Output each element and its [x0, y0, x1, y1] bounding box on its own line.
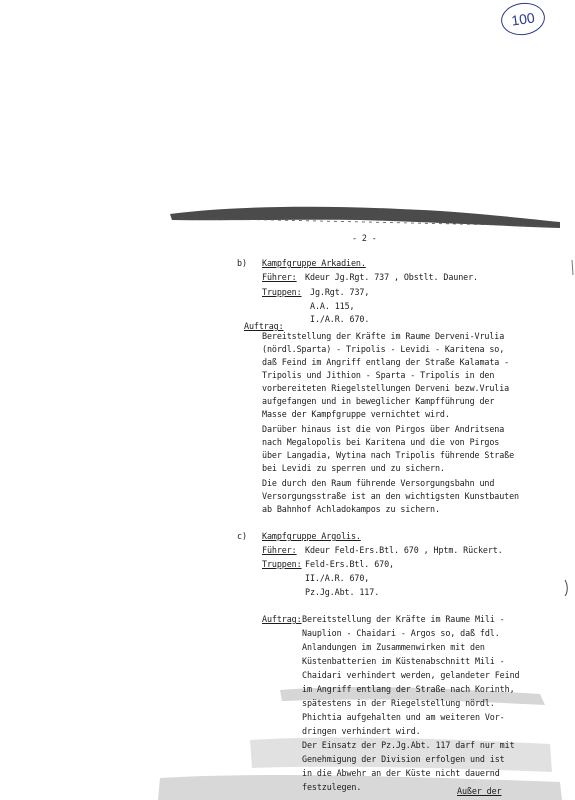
section-b-task-line: Die durch den Raum führende Versorgungsbahn und — [262, 478, 495, 488]
section-c-task-line: festzulegen. — [302, 782, 362, 792]
section-b-task-line: vorbereiteten Riegelstellungen Derveni bezw.Vrulia — [262, 383, 510, 393]
page-number-stamp: 100 — [499, 0, 547, 38]
section-c-task-line: Chaidari verhindert werden, gelandeter Feind — [302, 670, 520, 680]
section-c-troops-label: Truppen: — [262, 559, 302, 569]
section-c-task-label: Auftrag: — [262, 614, 302, 624]
section-b-task-label: Auftrag: — [244, 321, 284, 331]
section-c-task-line: im Angriff entlang der Straße nach Korinth, — [302, 684, 515, 694]
section-b-task-line: über Langadia, Wytina nach Tripolis führende Straße — [262, 450, 515, 460]
section-c-task-line: Genehmigung der Division erfolgen und ist — [302, 754, 505, 764]
section-c-troop: II./A.R. 670, — [305, 573, 370, 583]
section-b-troop: I./A.R. 670. — [310, 314, 370, 324]
section-b-task-line: nach Megalopolis bei Karitena und die von Pirgos — [262, 437, 500, 447]
section-b-troops-label: Truppen: — [262, 287, 302, 297]
section-c-task-line: Küstenbatterien im Küstenabschnitt Mili - — [302, 656, 505, 666]
section-c-task-line: Anlandungen im Zusammenwirken mit den — [302, 642, 485, 652]
section-b-task-line: bei Levidi zu sperren und zu sichern. — [262, 463, 445, 473]
section-b-task-line: Masse der Kampfgruppe vernichtet wird. — [262, 409, 450, 419]
section-b-task-line: ab Bahnhof Achladokampos zu sichern. — [262, 504, 440, 514]
section-c-task-line: spätestens in der Riegelstellung nördl. — [302, 698, 495, 708]
section-c-task-line: dringen verhindert wird. — [302, 726, 421, 736]
section-b-leader: Kdeur Jg.Rgt. 737 , Obstlt. Dauner. — [305, 272, 478, 282]
section-c-task-line: Phichtia aufgehalten und am weiteren Vor- — [302, 712, 505, 722]
section-c-task-line: Der Einsatz der Pz.Jg.Abt. 117 darf nur mit — [302, 740, 515, 750]
section-c-leader-label: Führer: — [262, 545, 297, 555]
section-b-troop: A.A. 115, — [310, 301, 355, 311]
section-b-leader-label: Führer: — [262, 272, 297, 282]
section-c-title: Kampfgruppe Argolis. — [262, 531, 361, 541]
section-b-title: Kampfgruppe Arkadien. — [262, 258, 366, 268]
section-b-task-line: Bereitstellung der Kräfte im Raume Derveni-Vrulia — [262, 331, 505, 341]
page-number: - 2 - — [352, 233, 377, 243]
section-b-task-line: Versorgungsstraße ist an den wichtigsten Kunstbauten — [262, 491, 519, 501]
section-c-marker: c) — [237, 531, 247, 541]
section-c-task-line: Bereitstellung der Kräfte im Raume Mili - — [302, 614, 505, 624]
section-b-task-line: aufgefangen und in beweglicher Kampfführung der — [262, 396, 495, 406]
section-b-task-line: (nördl.Sparta) - Tripolis - Levidi - Karitena so, — [262, 344, 505, 354]
section-b-task-line: Tripolis und Jithion - Sparta - Tripolis in den — [262, 370, 495, 380]
section-b-task-line: daß Feind im Angriff entlang der Straße Kalamata - — [262, 357, 510, 367]
section-b-task-line: Darüber hinaus ist die von Pirgos über Andritsena — [262, 424, 505, 434]
section-c-task-line: in die Abwehr an der Küste nicht dauernd — [302, 768, 500, 778]
section-c-task-line: Nauplion - Chaidari - Argos so, daß fdl. — [302, 628, 500, 638]
catchword: Außer der — [457, 786, 502, 796]
section-c-troop: Pz.Jg.Abt. 117. — [305, 587, 380, 597]
section-c-troop: Feld-Ers.Btl. 670, — [305, 559, 394, 569]
section-c-leader: Kdeur Feld-Ers.Btl. 670 , Hptm. Rückert. — [305, 545, 503, 555]
section-b-troop: Jg.Rgt. 737, — [310, 287, 370, 297]
section-b-marker: b) — [237, 258, 247, 268]
